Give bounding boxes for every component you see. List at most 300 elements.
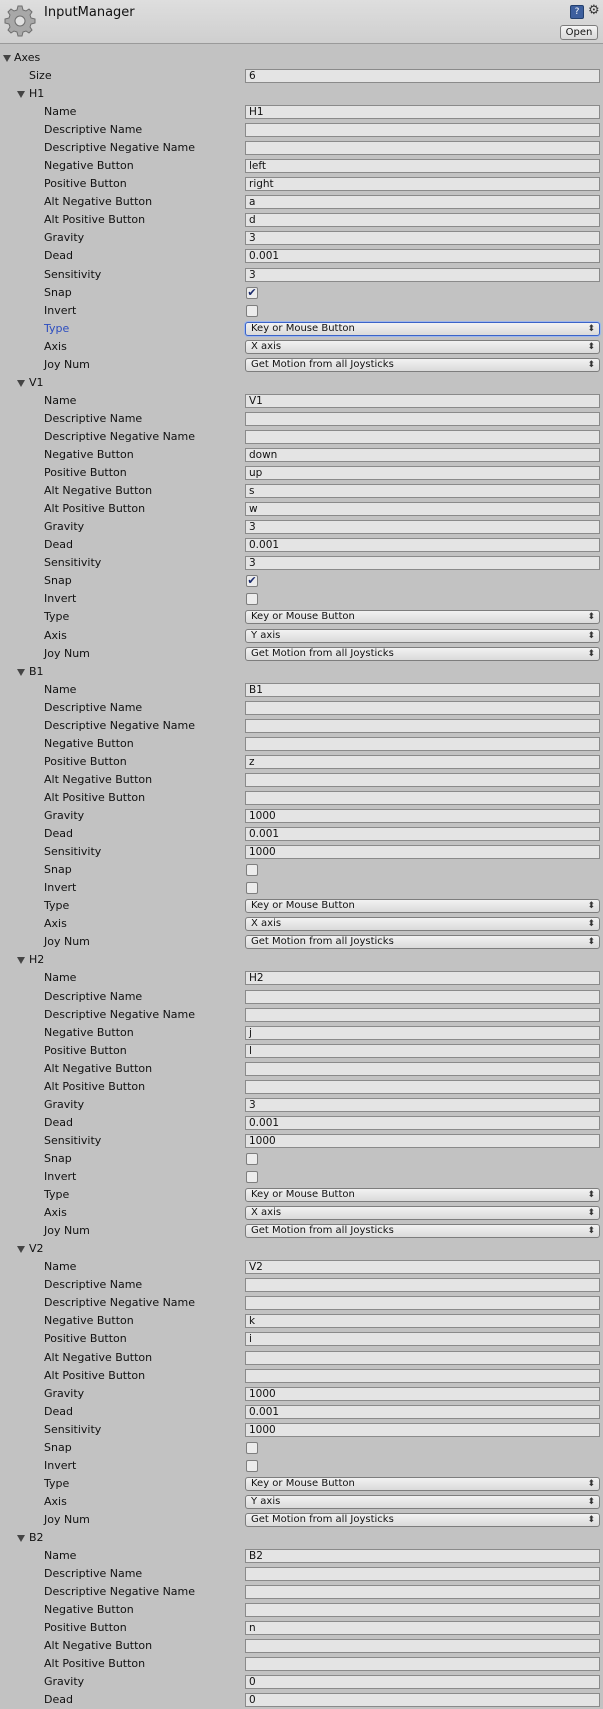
sensitivity-label: Sensitivity bbox=[44, 1422, 102, 1436]
axis-dropdown[interactable] bbox=[245, 340, 600, 354]
dead-row bbox=[0, 1403, 603, 1421]
type-dropdown[interactable] bbox=[245, 1188, 600, 1202]
dropdown-arrows-icon: ⬍ bbox=[587, 648, 595, 659]
type-row bbox=[0, 1186, 603, 1204]
gravity-row bbox=[0, 807, 603, 825]
type-label: Type bbox=[44, 321, 70, 335]
descriptive-name-field[interactable] bbox=[245, 1567, 600, 1581]
alt-positive-button-field[interactable] bbox=[245, 1369, 600, 1383]
snap-label: Snap bbox=[44, 574, 72, 588]
alt-negative-button-row bbox=[0, 771, 603, 789]
negative-button-field[interactable] bbox=[245, 1603, 600, 1617]
dead-label: Dead bbox=[44, 1404, 73, 1418]
sensitivity-field[interactable]: 1000 bbox=[245, 1134, 600, 1148]
axis-row bbox=[0, 1204, 603, 1222]
alt-positive-button-row bbox=[0, 1367, 603, 1385]
joy-num-label: Joy Num bbox=[44, 357, 90, 371]
expand-triangle-icon[interactable] bbox=[17, 669, 25, 676]
alt-positive-button-row bbox=[0, 789, 603, 807]
dropdown-arrows-icon: ⬍ bbox=[587, 1514, 595, 1525]
gravity-row bbox=[0, 518, 603, 536]
invert-label: Invert bbox=[44, 881, 77, 895]
sensitivity-label: Sensitivity bbox=[44, 556, 102, 570]
name-label: Name bbox=[44, 1549, 77, 1563]
gravity-row bbox=[0, 229, 603, 247]
joy-num-label: Joy Num bbox=[44, 935, 90, 949]
positive-button-row bbox=[0, 1330, 603, 1348]
positive-button-row bbox=[0, 464, 603, 482]
dropdown-arrows-icon: ⬍ bbox=[587, 359, 595, 370]
snap-label: Snap bbox=[44, 863, 72, 877]
axis-label: Axis bbox=[44, 1206, 67, 1220]
descriptive-negative-name-field[interactable] bbox=[245, 1008, 600, 1022]
descriptive-negative-name-label: Descriptive Negative Name bbox=[44, 141, 196, 155]
axis-entry-header: V1 bbox=[29, 375, 44, 389]
negative-button-field[interactable] bbox=[245, 737, 600, 751]
alt-negative-button-label: Alt Negative Button bbox=[44, 1639, 153, 1653]
size-field[interactable]: 6 bbox=[245, 69, 600, 83]
negative-button-row bbox=[0, 735, 603, 753]
gravity-field[interactable]: 1000 bbox=[245, 1387, 600, 1401]
alt-negative-button-label: Alt Negative Button bbox=[44, 484, 153, 498]
name-field[interactable]: V1 bbox=[245, 394, 600, 408]
positive-button-row bbox=[0, 175, 603, 193]
alt-negative-button-field[interactable] bbox=[245, 1639, 600, 1653]
axis-row bbox=[0, 1493, 603, 1511]
joy-num-dropdown[interactable] bbox=[245, 935, 600, 949]
alt-negative-button-row bbox=[0, 193, 603, 211]
axis-label: Axis bbox=[44, 339, 67, 353]
positive-button-field[interactable]: up bbox=[245, 466, 600, 480]
alt-negative-button-row bbox=[0, 1349, 603, 1367]
axis-entry-header: H1 bbox=[29, 87, 45, 100]
negative-button-field[interactable]: left bbox=[245, 159, 600, 173]
dead-row bbox=[0, 1691, 603, 1709]
axis-value: X axis bbox=[251, 1207, 282, 1219]
type-dropdown[interactable] bbox=[245, 322, 600, 336]
dead-field[interactable]: 0.001 bbox=[245, 1116, 600, 1130]
name-row bbox=[0, 103, 603, 121]
descriptive-negative-name-field[interactable] bbox=[245, 719, 600, 733]
sensitivity-field[interactable]: 1000 bbox=[245, 845, 600, 859]
negative-button-row bbox=[0, 157, 603, 175]
dropdown-arrows-icon: ⬍ bbox=[587, 1496, 595, 1507]
negative-button-label: Negative Button bbox=[44, 1314, 134, 1328]
dead-row bbox=[0, 247, 603, 265]
sensitivity-field[interactable]: 3 bbox=[245, 268, 600, 282]
joy-num-dropdown[interactable] bbox=[245, 1513, 600, 1527]
descriptive-name-field[interactable] bbox=[245, 412, 600, 426]
axis-value: Y axis bbox=[251, 1495, 281, 1507]
joy-num-value: Get Motion from all Joysticks bbox=[251, 1513, 394, 1525]
descriptive-negative-name-label: Descriptive Negative Name bbox=[44, 1585, 196, 1599]
alt-positive-button-label: Alt Positive Button bbox=[44, 213, 146, 227]
joy-num-label: Joy Num bbox=[44, 1512, 90, 1526]
sensitivity-label: Sensitivity bbox=[44, 1133, 102, 1147]
snap-label: Snap bbox=[44, 285, 72, 299]
name-field[interactable]: H1 bbox=[245, 105, 600, 119]
axis-dropdown[interactable] bbox=[245, 1206, 600, 1220]
positive-button-row bbox=[0, 1619, 603, 1637]
positive-button-field[interactable]: z bbox=[245, 755, 600, 769]
positive-button-field[interactable]: right bbox=[245, 177, 600, 191]
axis-row bbox=[0, 627, 603, 645]
descriptive-name-label: Descriptive Name bbox=[44, 700, 143, 714]
dropdown-arrows-icon: ⬍ bbox=[587, 341, 595, 352]
snap-row bbox=[0, 861, 603, 879]
positive-button-field[interactable]: n bbox=[245, 1621, 600, 1635]
descriptive-name-field[interactable] bbox=[245, 990, 600, 1004]
alt-positive-button-label: Alt Positive Button bbox=[44, 1657, 146, 1671]
sensitivity-row bbox=[0, 1132, 603, 1150]
alt-positive-button-field[interactable]: d bbox=[245, 213, 600, 227]
axis-entry-foldout[interactable] bbox=[0, 1240, 603, 1258]
type-row bbox=[0, 1475, 603, 1493]
expand-triangle-icon[interactable] bbox=[17, 91, 25, 98]
dropdown-arrows-icon: ⬍ bbox=[587, 630, 595, 641]
sensitivity-label: Sensitivity bbox=[44, 845, 102, 859]
dead-row bbox=[0, 536, 603, 554]
inspector-header bbox=[0, 0, 603, 44]
invert-checkbox[interactable] bbox=[246, 1171, 258, 1183]
snap-checkbox[interactable] bbox=[246, 287, 258, 299]
name-row bbox=[0, 969, 603, 987]
negative-button-label: Negative Button bbox=[44, 159, 134, 173]
descriptive-name-field[interactable] bbox=[245, 1278, 600, 1292]
axis-value: Y axis bbox=[251, 629, 281, 641]
alt-positive-button-row bbox=[0, 1655, 603, 1673]
type-row bbox=[0, 608, 603, 626]
invert-checkbox[interactable] bbox=[246, 305, 258, 317]
type-value: Key or Mouse Button bbox=[251, 900, 355, 912]
dead-label: Dead bbox=[44, 1693, 73, 1707]
negative-button-label: Negative Button bbox=[44, 736, 134, 750]
negative-button-field[interactable]: down bbox=[245, 448, 600, 462]
descriptive-name-row bbox=[0, 699, 603, 717]
alt-positive-button-field[interactable] bbox=[245, 1080, 600, 1094]
dead-row bbox=[0, 825, 603, 843]
joy-num-label: Joy Num bbox=[44, 646, 90, 660]
axis-row bbox=[0, 338, 603, 356]
name-field[interactable]: H2 bbox=[245, 971, 600, 985]
joy-num-dropdown[interactable] bbox=[245, 647, 600, 661]
name-field[interactable]: V2 bbox=[245, 1260, 600, 1274]
checkmark-icon: ✔ bbox=[247, 285, 257, 299]
negative-button-field[interactable]: j bbox=[245, 1026, 600, 1040]
alt-negative-button-field[interactable] bbox=[245, 1062, 600, 1076]
snap-checkbox[interactable] bbox=[246, 864, 258, 876]
name-label: Name bbox=[44, 971, 77, 985]
descriptive-negative-name-row bbox=[0, 1583, 603, 1601]
invert-checkbox[interactable] bbox=[246, 1460, 258, 1472]
alt-negative-button-row bbox=[0, 482, 603, 500]
open-button[interactable]: Open bbox=[560, 25, 598, 40]
axis-dropdown[interactable] bbox=[245, 1495, 600, 1509]
type-label: Type bbox=[44, 1476, 70, 1490]
joy-num-row bbox=[0, 1511, 603, 1529]
type-dropdown[interactable] bbox=[245, 1477, 600, 1491]
type-value: Key or Mouse Button bbox=[251, 611, 355, 623]
snap-row bbox=[0, 572, 603, 590]
dropdown-arrows-icon: ⬍ bbox=[587, 901, 595, 912]
dead-label: Dead bbox=[44, 827, 73, 841]
descriptive-name-label: Descriptive Name bbox=[44, 1567, 143, 1581]
axis-entry-foldout[interactable] bbox=[0, 663, 603, 681]
name-row bbox=[0, 392, 603, 410]
snap-row bbox=[0, 1150, 603, 1168]
invert-label: Invert bbox=[44, 303, 77, 317]
gravity-label: Gravity bbox=[44, 1097, 85, 1111]
dead-label: Dead bbox=[44, 538, 73, 552]
dead-field[interactable]: 0.001 bbox=[245, 249, 600, 263]
type-dropdown[interactable] bbox=[245, 899, 600, 913]
descriptive-name-row bbox=[0, 1276, 603, 1294]
dropdown-arrows-icon: ⬍ bbox=[587, 1208, 595, 1219]
positive-button-label: Positive Button bbox=[44, 466, 127, 480]
name-row bbox=[0, 681, 603, 699]
dropdown-arrows-icon: ⬍ bbox=[587, 1478, 595, 1489]
invert-row bbox=[0, 1168, 603, 1186]
gravity-label: Gravity bbox=[44, 1386, 85, 1400]
snap-label: Snap bbox=[44, 1151, 72, 1165]
gravity-row bbox=[0, 1096, 603, 1114]
negative-button-row bbox=[0, 1024, 603, 1042]
alt-negative-button-field[interactable] bbox=[245, 1351, 600, 1365]
sensitivity-row bbox=[0, 1421, 603, 1439]
snap-checkbox[interactable] bbox=[246, 1153, 258, 1165]
size-row bbox=[0, 67, 603, 85]
gravity-label: Gravity bbox=[44, 520, 85, 534]
descriptive-negative-name-field[interactable] bbox=[245, 1585, 600, 1599]
type-value: Key or Mouse Button bbox=[251, 1477, 355, 1489]
gravity-label: Gravity bbox=[44, 1675, 85, 1689]
alt-positive-button-field[interactable] bbox=[245, 791, 600, 805]
descriptive-negative-name-row bbox=[0, 717, 603, 735]
alt-negative-button-label: Alt Negative Button bbox=[44, 772, 153, 786]
help-book-icon[interactable]: ? bbox=[570, 5, 584, 19]
alt-negative-button-field[interactable]: s bbox=[245, 484, 600, 498]
positive-button-row bbox=[0, 1042, 603, 1060]
alt-negative-button-field[interactable] bbox=[245, 773, 600, 787]
descriptive-negative-name-label: Descriptive Negative Name bbox=[44, 718, 196, 732]
positive-button-label: Positive Button bbox=[44, 754, 127, 768]
descriptive-negative-name-row bbox=[0, 1006, 603, 1024]
alt-positive-button-label: Alt Positive Button bbox=[44, 1079, 146, 1093]
axes-label: Axes bbox=[14, 51, 41, 64]
dead-label: Dead bbox=[44, 1115, 73, 1129]
dead-field[interactable]: 0.001 bbox=[245, 1405, 600, 1419]
type-dropdown[interactable] bbox=[245, 610, 600, 624]
gravity-field[interactable]: 3 bbox=[245, 231, 600, 245]
axis-entry-header: B2 bbox=[29, 1531, 44, 1544]
dropdown-arrows-icon: ⬍ bbox=[587, 1226, 595, 1237]
dead-field[interactable]: 0.001 bbox=[245, 538, 600, 552]
invert-label: Invert bbox=[44, 592, 77, 606]
descriptive-name-field[interactable] bbox=[245, 123, 600, 137]
dropdown-arrows-icon: ⬍ bbox=[587, 612, 595, 623]
axis-dropdown[interactable] bbox=[245, 917, 600, 931]
axis-entry-foldout[interactable] bbox=[0, 374, 603, 392]
alt-positive-button-field[interactable]: w bbox=[245, 502, 600, 516]
axis-entry-header: B1 bbox=[29, 664, 44, 678]
invert-checkbox[interactable] bbox=[246, 593, 258, 605]
name-label: Name bbox=[44, 1260, 77, 1274]
name-field[interactable]: B2 bbox=[245, 1549, 600, 1563]
alt-positive-button-field[interactable] bbox=[245, 1657, 600, 1671]
dead-row bbox=[0, 1114, 603, 1132]
descriptive-name-row bbox=[0, 121, 603, 139]
axis-row bbox=[0, 915, 603, 933]
axis-label: Axis bbox=[44, 628, 67, 642]
dropdown-arrows-icon: ⬍ bbox=[587, 919, 595, 930]
dead-field[interactable]: 0 bbox=[245, 1693, 600, 1707]
sensitivity-field[interactable]: 3 bbox=[245, 556, 600, 570]
name-row bbox=[0, 1547, 603, 1565]
negative-button-row bbox=[0, 1601, 603, 1619]
name-label: Name bbox=[44, 105, 77, 119]
sensitivity-row bbox=[0, 266, 603, 284]
dropdown-arrows-icon: ⬍ bbox=[587, 937, 595, 948]
positive-button-label: Positive Button bbox=[44, 1043, 127, 1057]
negative-button-row bbox=[0, 446, 603, 464]
descriptive-name-row bbox=[0, 410, 603, 428]
descriptive-name-label: Descriptive Name bbox=[44, 989, 143, 1003]
joy-num-row bbox=[0, 645, 603, 663]
descriptive-negative-name-label: Descriptive Negative Name bbox=[44, 1007, 196, 1021]
gravity-field[interactable]: 0 bbox=[245, 1675, 600, 1689]
descriptive-name-label: Descriptive Name bbox=[44, 411, 143, 425]
expand-triangle-icon[interactable] bbox=[17, 957, 25, 964]
alt-positive-button-row bbox=[0, 211, 603, 229]
invert-checkbox[interactable] bbox=[246, 882, 258, 894]
axis-entry-header: V2 bbox=[29, 1242, 44, 1256]
alt-negative-button-label: Alt Negative Button bbox=[44, 1061, 153, 1075]
descriptive-negative-name-field[interactable] bbox=[245, 1296, 600, 1310]
gravity-field[interactable]: 1000 bbox=[245, 809, 600, 823]
axis-entry-foldout[interactable] bbox=[0, 1529, 603, 1547]
expand-triangle-icon[interactable] bbox=[3, 55, 11, 62]
axis-entry-foldout[interactable] bbox=[0, 85, 603, 103]
alt-negative-button-field[interactable]: a bbox=[245, 195, 600, 209]
joy-num-row bbox=[0, 933, 603, 951]
descriptive-name-row bbox=[0, 1565, 603, 1583]
snap-checkbox[interactable] bbox=[246, 575, 258, 587]
gravity-label: Gravity bbox=[44, 231, 85, 245]
positive-button-label: Positive Button bbox=[44, 177, 127, 191]
axes-foldout[interactable] bbox=[0, 49, 603, 67]
alt-negative-button-row bbox=[0, 1060, 603, 1078]
alt-positive-button-label: Alt Positive Button bbox=[44, 790, 146, 804]
alt-negative-button-label: Alt Negative Button bbox=[44, 1350, 153, 1364]
invert-row bbox=[0, 590, 603, 608]
expand-triangle-icon[interactable] bbox=[17, 380, 25, 387]
joy-num-dropdown[interactable] bbox=[245, 358, 600, 372]
checkmark-icon: ✔ bbox=[247, 574, 257, 588]
joy-num-value: Get Motion from all Joysticks bbox=[251, 1225, 394, 1237]
expand-triangle-icon[interactable] bbox=[17, 1535, 25, 1542]
axis-label: Axis bbox=[44, 1494, 67, 1508]
positive-button-row bbox=[0, 753, 603, 771]
axis-value: X axis bbox=[251, 340, 282, 352]
snap-row bbox=[0, 284, 603, 302]
sensitivity-field[interactable]: 1000 bbox=[245, 1423, 600, 1437]
alt-positive-button-row bbox=[0, 1078, 603, 1096]
name-label: Name bbox=[44, 393, 77, 407]
snap-checkbox[interactable] bbox=[246, 1442, 258, 1454]
descriptive-name-field[interactable] bbox=[245, 701, 600, 715]
descriptive-name-label: Descriptive Name bbox=[44, 123, 143, 137]
joy-num-row bbox=[0, 1222, 603, 1240]
axis-entry-header: H2 bbox=[29, 953, 45, 967]
alt-positive-button-label: Alt Positive Button bbox=[44, 1368, 146, 1382]
alt-positive-button-row bbox=[0, 500, 603, 518]
descriptive-negative-name-row bbox=[0, 1294, 603, 1312]
positive-button-field[interactable]: l bbox=[245, 1044, 600, 1058]
negative-button-label: Negative Button bbox=[44, 448, 134, 461]
positive-button-label: Positive Button bbox=[44, 1332, 127, 1346]
name-label: Name bbox=[44, 682, 77, 696]
dead-label: Dead bbox=[44, 249, 73, 263]
name-field[interactable]: B1 bbox=[245, 683, 600, 697]
type-value: Key or Mouse Button bbox=[251, 322, 355, 334]
descriptive-negative-name-label: Descriptive Negative Name bbox=[44, 429, 196, 443]
expand-triangle-icon[interactable] bbox=[17, 1246, 25, 1253]
descriptive-negative-name-field[interactable] bbox=[245, 430, 600, 444]
type-row bbox=[0, 897, 603, 915]
dead-field[interactable]: 0.001 bbox=[245, 827, 600, 841]
joy-num-row bbox=[0, 356, 603, 374]
negative-button-field[interactable]: k bbox=[245, 1314, 600, 1328]
descriptive-negative-name-label: Descriptive Negative Name bbox=[44, 1296, 196, 1310]
axis-dropdown[interactable] bbox=[245, 629, 600, 643]
snap-label: Snap bbox=[44, 1440, 72, 1454]
descriptive-negative-name-row bbox=[0, 139, 603, 157]
type-label: Type bbox=[44, 1188, 70, 1202]
axis-entry-foldout[interactable] bbox=[0, 951, 603, 969]
type-row bbox=[0, 320, 603, 338]
alt-negative-button-row bbox=[0, 1637, 603, 1655]
gravity-field[interactable]: 3 bbox=[245, 1098, 600, 1112]
alt-negative-button-label: Alt Negative Button bbox=[44, 195, 153, 209]
invert-row bbox=[0, 302, 603, 320]
positive-button-label: Positive Button bbox=[44, 1621, 127, 1635]
size-label: Size bbox=[29, 69, 52, 82]
invert-row bbox=[0, 879, 603, 897]
snap-row bbox=[0, 1439, 603, 1457]
input-manager-gear-icon bbox=[4, 5, 36, 37]
descriptive-name-row bbox=[0, 988, 603, 1006]
gravity-label: Gravity bbox=[44, 809, 85, 822]
positive-button-field[interactable]: i bbox=[245, 1332, 600, 1346]
invert-label: Invert bbox=[44, 1170, 77, 1183]
joy-num-value: Get Motion from all Joysticks bbox=[251, 358, 394, 370]
joy-num-dropdown[interactable] bbox=[245, 1224, 600, 1238]
sensitivity-row bbox=[0, 554, 603, 572]
negative-button-label: Negative Button bbox=[44, 1603, 134, 1617]
joy-num-value: Get Motion from all Joysticks bbox=[251, 647, 394, 659]
descriptive-negative-name-field[interactable] bbox=[245, 141, 600, 155]
settings-gear-icon[interactable]: ⚙ bbox=[588, 3, 600, 18]
joy-num-label: Joy Num bbox=[44, 1224, 90, 1238]
joy-num-value: Get Motion from all Joysticks bbox=[251, 936, 394, 948]
axis-label: Axis bbox=[44, 917, 67, 931]
sensitivity-label: Sensitivity bbox=[44, 267, 102, 281]
descriptive-name-label: Descriptive Name bbox=[44, 1278, 143, 1292]
gravity-row bbox=[0, 1385, 603, 1403]
dropdown-arrows-icon: ⬍ bbox=[587, 323, 595, 334]
gravity-field[interactable]: 3 bbox=[245, 520, 600, 534]
sensitivity-row bbox=[0, 843, 603, 861]
